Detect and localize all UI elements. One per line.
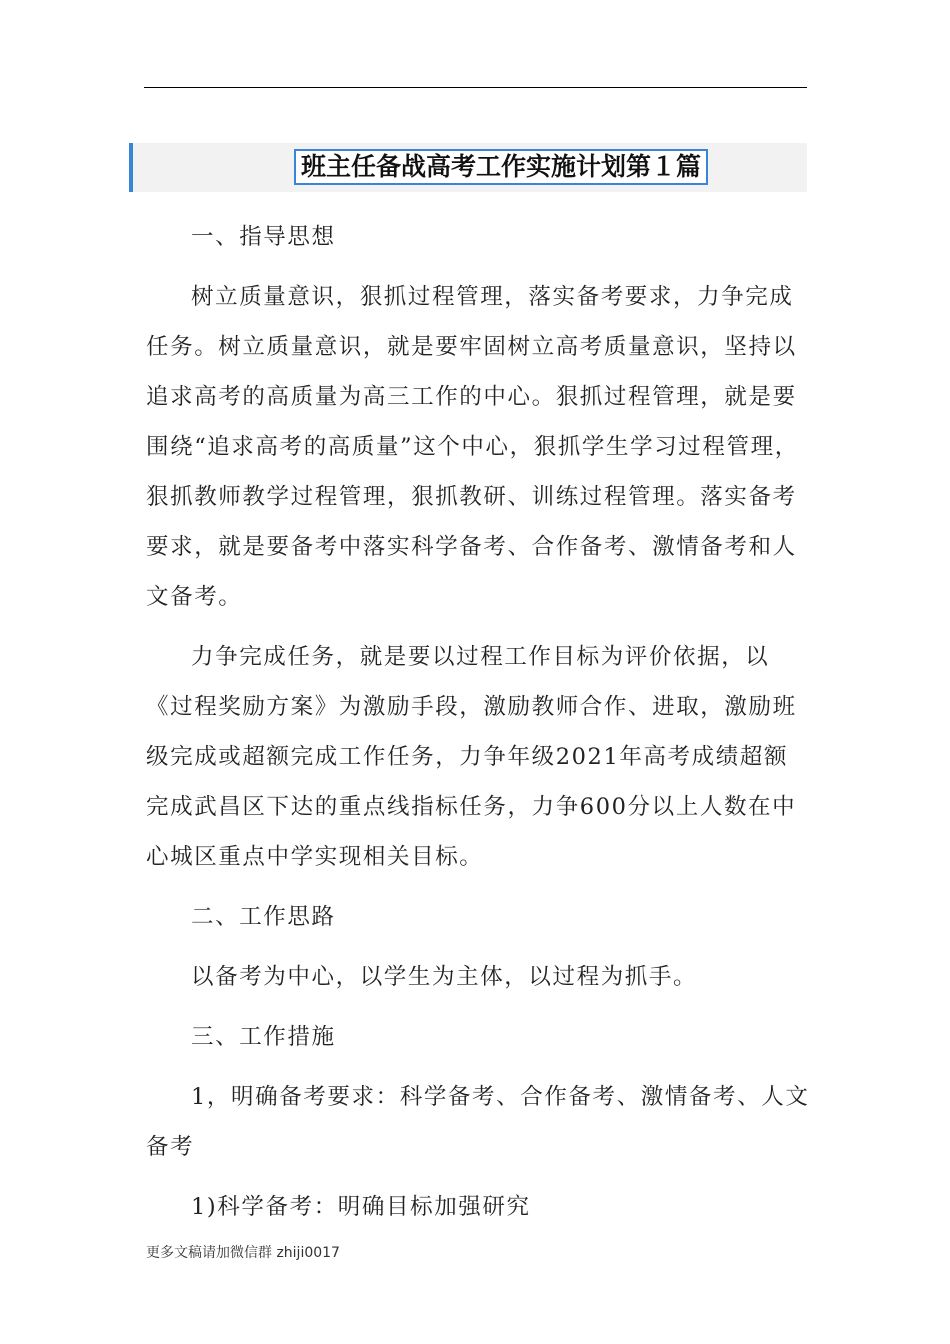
document-body [146,212,810,1242]
paragraph-5: 1)科学备考：明确目标加强研究 [191,1194,531,1220]
paragraph-2: 力争完成任务，就是要以过程工作目标为评价依据，以《过程奖励方案》为激励手段，激励教师合作、进取，激励班级完成或超额完成工作任务，力争年级2021年高考成绩超额完成武昌区下达的重点线指标任务，力争600分以上人数在中心城区重点中学实现相关目标。 [146,644,797,870]
heading-guiding-ideology: 一、指导思想 [191,224,336,250]
paragraph-4: 1，明确备考要求：科学备考、合作备考、激情备考、人文备考 [146,1084,810,1160]
heading-work-approach: 二、工作思路 [191,904,336,930]
paragraph-1: 树立质量意识，狠抓过程管理，落实备考要求，力争完成任务。树立质量意识，就是要牢固树立高考质量意识，坚持以追求高考的高质量为高三工作的中心。狠抓过程管理，就是要围绕“追求高考的高质量”这个中心，狠抓学生学习过程管理，狠抓教师教学过程管理，狠抓教研、训练过程管理。落实备考要求，就是要备考中落实科学备考、合作备考、激情备考和人文备考。 [146,284,799,610]
header-rule [144,87,807,88]
document-title: 班主任备战高考工作实施计划第１篇 [294,149,708,185]
heading-work-measures: 三、工作措施 [191,1024,336,1050]
footer-note: 更多文稿请加微信群 zhiji0017 [146,1245,340,1261]
paragraph-3: 以备考为中心，以学生为主体，以过程为抓手。 [191,964,698,990]
